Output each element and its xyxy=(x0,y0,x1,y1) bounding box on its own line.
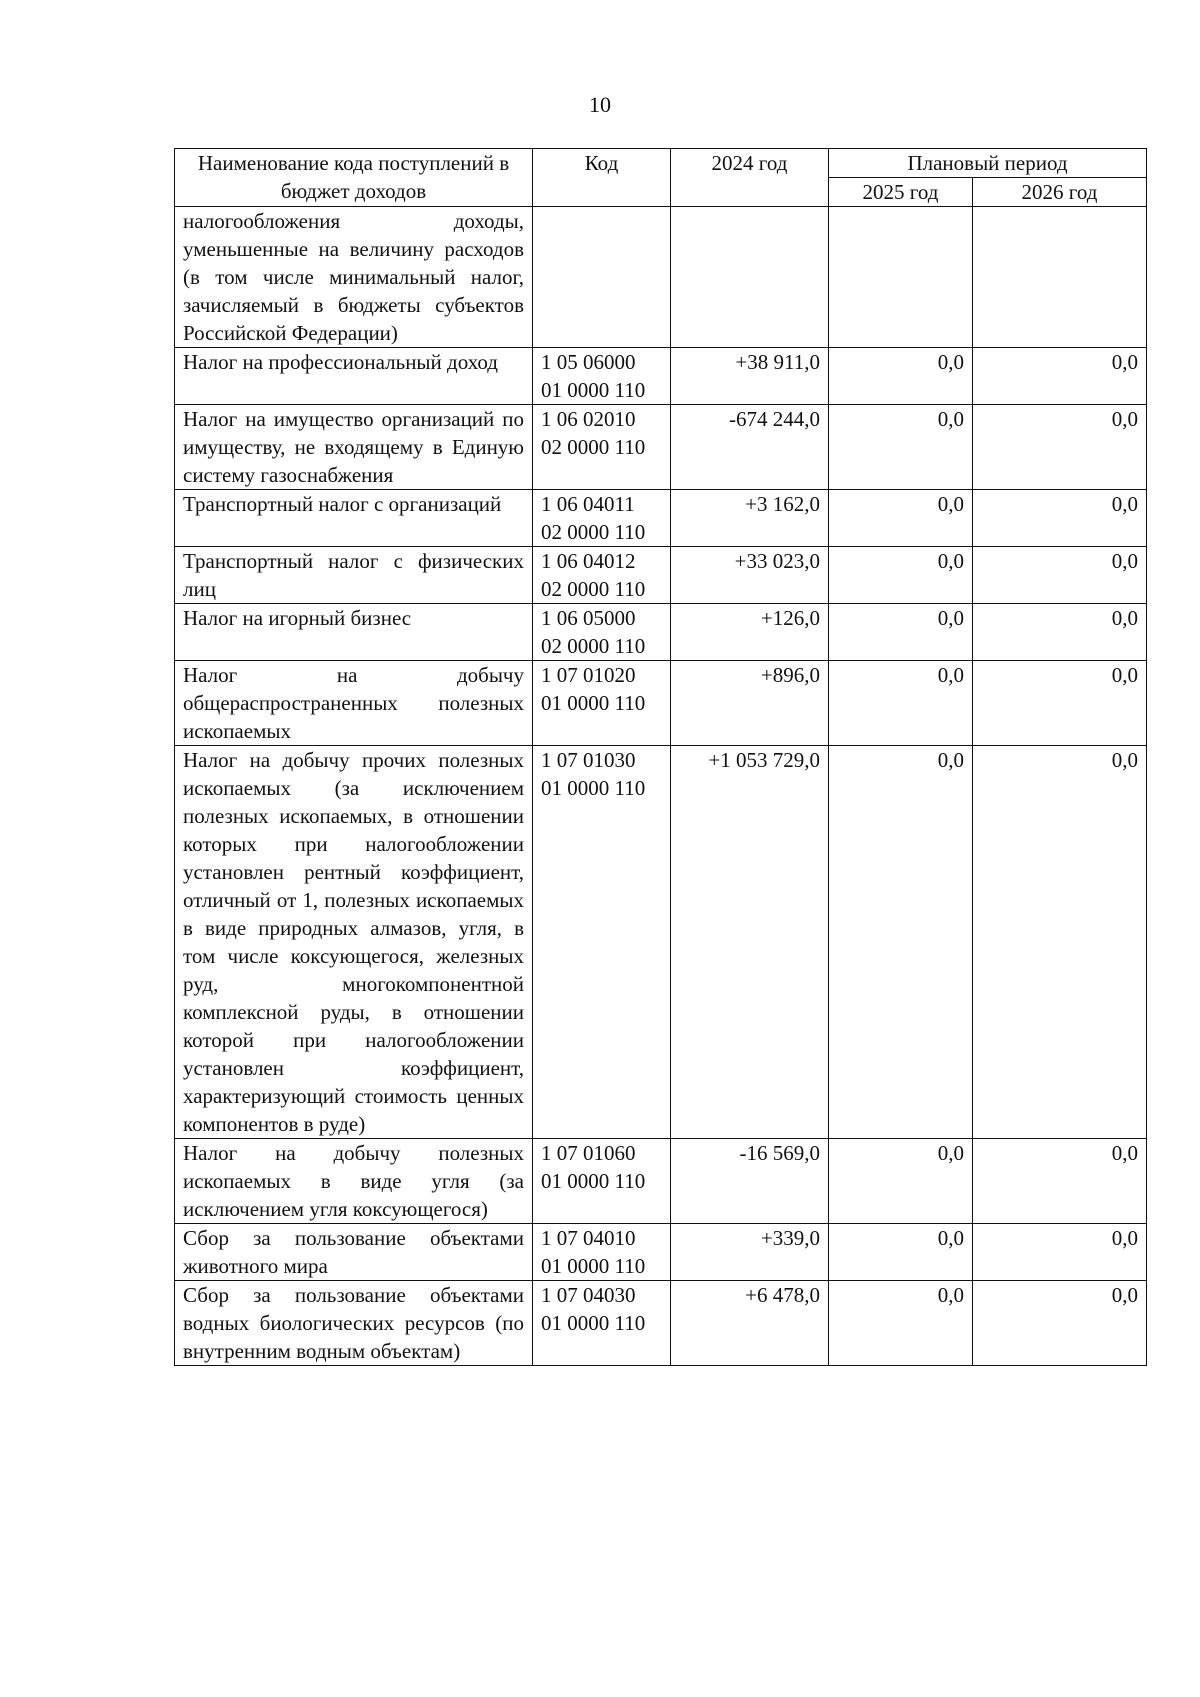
income-code-part-2: 02 0000 110 xyxy=(541,435,646,459)
amount-2026-cell: 0,0 xyxy=(973,1139,1147,1224)
income-code-cell xyxy=(533,405,671,490)
amount-2024-cell: +896,0 xyxy=(671,661,829,746)
header-year-2025: 2025 год xyxy=(829,178,973,207)
income-name-cell: Сбор за пользование объектами водных биологических ресурсов (по внутренним водным объектам) xyxy=(175,1281,533,1366)
amount-2026-cell: 0,0 xyxy=(973,405,1147,490)
income-code-part-2: 02 0000 110 xyxy=(541,520,646,544)
amount-2024-cell xyxy=(671,207,829,348)
income-name-cell: налогообложения доходы, уменьшенные на величину расходов (в том числе минимальный налог, зачисляемый в бюджеты субъектов Российской Федерации) xyxy=(175,207,533,348)
amount-2025-cell: 0,0 xyxy=(829,746,973,1139)
income-code-cell xyxy=(533,661,671,746)
income-code-cell xyxy=(533,1139,671,1224)
table-row xyxy=(175,661,1147,746)
amount-2024-cell: +1 053 729,0 xyxy=(671,746,829,1139)
income-name-cell: Налог на добычу прочих полезных ископаемых (за исключением полезных ископаемых, в отношении которых при налогообложении установлен рентный коэффициент, отличный от 1, полезных ископаемых в виде природных алмазов, угля, в том числе коксующегося, железных руд, многокомпонентной комплексной руды, в отношении которой при налогообложении установлен коэффициент, характеризующий стоимость ценных компонентов в руде) xyxy=(175,746,533,1139)
income-name-cell: Сбор за пользование объектами животного мира xyxy=(175,1224,533,1281)
amount-2025-cell: 0,0 xyxy=(829,604,973,661)
amount-2024-cell: +3 162,0 xyxy=(671,490,829,547)
table-row xyxy=(175,405,1147,490)
income-code-part-2: 01 0000 110 xyxy=(541,776,646,800)
header-planned-period: Плановый период xyxy=(829,149,1147,178)
amount-2024-cell: -16 569,0 xyxy=(671,1139,829,1224)
income-code-part-1: 1 07 01020 xyxy=(541,663,636,687)
income-name-cell: Транспортный налог с организаций xyxy=(175,490,533,547)
income-code-part-2: 01 0000 110 xyxy=(541,1169,646,1193)
table-row xyxy=(175,490,1147,547)
income-code-part-2: 02 0000 110 xyxy=(541,577,646,601)
header-year-2024: 2024 год xyxy=(671,149,829,207)
amount-2024-cell: +6 478,0 xyxy=(671,1281,829,1366)
header-code: Код xyxy=(533,149,671,207)
table-row xyxy=(175,547,1147,604)
amount-2026-cell: 0,0 xyxy=(973,348,1147,405)
income-code-part-1: 1 06 05000 xyxy=(541,606,636,630)
income-code-cell xyxy=(533,1224,671,1281)
income-name-cell: Налог на профессиональный доход xyxy=(175,348,533,405)
table-row xyxy=(175,1224,1147,1281)
table-body xyxy=(175,207,1147,1366)
amount-2025-cell: 0,0 xyxy=(829,661,973,746)
amount-2024-cell: +33 023,0 xyxy=(671,547,829,604)
amount-2025-cell: 0,0 xyxy=(829,1224,973,1281)
amount-2026-cell: 0,0 xyxy=(973,604,1147,661)
header-year-2026: 2026 год xyxy=(973,178,1147,207)
income-code-cell xyxy=(533,746,671,1139)
table-row xyxy=(175,1281,1147,1366)
income-code-part-1: 1 05 06000 xyxy=(541,350,636,374)
income-name-cell: Налог на игорный бизнес xyxy=(175,604,533,661)
income-code-part-1: 1 06 02010 xyxy=(541,407,636,431)
page-number: 10 xyxy=(589,92,611,117)
income-code-part-2: 01 0000 110 xyxy=(541,1311,646,1335)
income-code-part-1: 1 07 04030 xyxy=(541,1283,636,1307)
income-code-part-2: 01 0000 110 xyxy=(541,691,646,715)
amount-2025-cell xyxy=(829,207,973,348)
income-code-part-2: 02 0000 110 xyxy=(541,634,646,658)
income-name-cell: Налог на добычу общераспространенных полезных ископаемых xyxy=(175,661,533,746)
amount-2026-cell: 0,0 xyxy=(973,661,1147,746)
income-code-cell xyxy=(533,1281,671,1366)
amount-2026-cell: 0,0 xyxy=(973,490,1147,547)
income-code-cell xyxy=(533,490,671,547)
amount-2026-cell: 0,0 xyxy=(973,746,1147,1139)
income-code-part-1: 1 07 04010 xyxy=(541,1226,636,1250)
table-row xyxy=(175,746,1147,1139)
amount-2026-cell xyxy=(973,207,1147,348)
table-row xyxy=(175,207,1147,348)
budget-income-table xyxy=(174,148,1147,1366)
amount-2025-cell: 0,0 xyxy=(829,490,973,547)
income-code-cell xyxy=(533,547,671,604)
income-code-part-1: 1 07 01030 xyxy=(541,748,636,772)
income-code-cell xyxy=(533,207,671,348)
amount-2025-cell: 0,0 xyxy=(829,348,973,405)
income-code-cell xyxy=(533,348,671,405)
income-name-cell: Транспортный налог с физических лиц xyxy=(175,547,533,604)
amount-2024-cell: +126,0 xyxy=(671,604,829,661)
amount-2026-cell: 0,0 xyxy=(973,1224,1147,1281)
amount-2024-cell: +339,0 xyxy=(671,1224,829,1281)
table-header-row xyxy=(175,149,1147,178)
income-code-part-1: 1 06 04011 xyxy=(541,492,635,516)
income-name-cell: Налог на имущество организаций по имуществу, не входящему в Единую систему газоснабжения xyxy=(175,405,533,490)
amount-2024-cell: +38 911,0 xyxy=(671,348,829,405)
header-name: Наименование кода поступлений в бюджет доходов xyxy=(175,149,533,207)
amount-2024-cell: -674 244,0 xyxy=(671,405,829,490)
income-code-cell xyxy=(533,604,671,661)
income-code-part-1: 1 06 04012 xyxy=(541,549,636,573)
table-row xyxy=(175,348,1147,405)
table-row xyxy=(175,604,1147,661)
income-code-part-1: 1 07 01060 xyxy=(541,1141,636,1165)
amount-2025-cell: 0,0 xyxy=(829,547,973,604)
amount-2026-cell: 0,0 xyxy=(973,547,1147,604)
table-row xyxy=(175,1139,1147,1224)
income-name-cell: Налог на добычу полезных ископаемых в виде угля (за исключением угля коксующегося) xyxy=(175,1139,533,1224)
income-code-part-2: 01 0000 110 xyxy=(541,378,646,402)
amount-2025-cell: 0,0 xyxy=(829,1139,973,1224)
amount-2025-cell: 0,0 xyxy=(829,405,973,490)
amount-2026-cell: 0,0 xyxy=(973,1281,1147,1366)
amount-2025-cell: 0,0 xyxy=(829,1281,973,1366)
income-code-part-2: 01 0000 110 xyxy=(541,1254,646,1278)
